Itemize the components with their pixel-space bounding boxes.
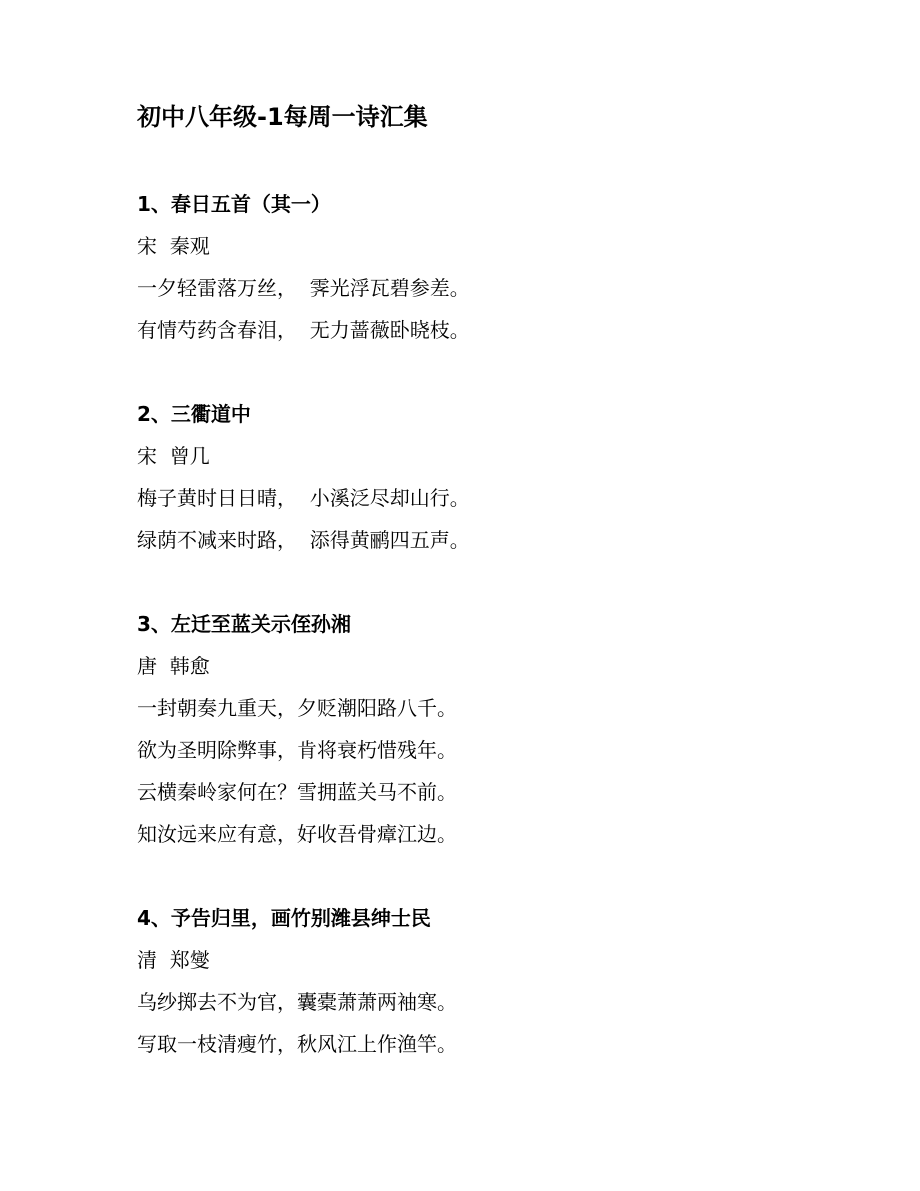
- poem-line: 有情芍药含春泪， 无力蔷薇卧晓枝。: [137, 318, 470, 342]
- poem-line: 云横秦岭家何在？雪拥蓝关马不前。: [137, 780, 457, 804]
- poem-author: 宋 秦观: [137, 234, 210, 258]
- poem-author: 清 郑燮: [137, 948, 210, 972]
- poem-line: 欲为圣明除弊事，肯将衰朽惜残年。: [137, 738, 457, 762]
- poem-body: [137, 273, 857, 345]
- poem-body: [137, 693, 857, 849]
- poem-line: 绿荫不减来时路， 添得黄鹂四五声。: [137, 528, 470, 552]
- poem-section: [137, 609, 857, 849]
- poem-title: 1、春日五首（其一）: [137, 192, 331, 216]
- poem-line: 一封朝奏九重天，夕贬潮阳路八千。: [137, 696, 457, 720]
- poem-author: 宋 曾几: [137, 444, 210, 468]
- poem-section: [137, 189, 857, 345]
- poem-line: 梅子黄时日日晴， 小溪泛尽却山行。: [137, 486, 470, 510]
- poem-line: 知汝远来应有意，好收吾骨瘴江边。: [137, 822, 457, 846]
- poem-line: 乌纱掷去不为官，囊橐萧萧两袖寒。: [137, 990, 457, 1014]
- poem-body: [137, 987, 857, 1059]
- poem-section: [137, 399, 857, 555]
- poem-author: 唐 韩愈: [137, 654, 210, 678]
- poem-title: 3、左迁至蓝关示侄孙湘: [137, 612, 351, 636]
- poem-section: [137, 903, 857, 1059]
- document-title: 初中八年级-1每周一诗汇集: [137, 103, 428, 131]
- poem-title: 2、三衢道中: [137, 402, 251, 426]
- poem-line: 一夕轻雷落万丝， 霁光浮瓦碧参差。: [137, 276, 470, 300]
- poem-line: 写取一枝清瘦竹，秋风江上作渔竿。: [137, 1032, 457, 1056]
- poem-body: [137, 483, 857, 555]
- poem-title: 4、予告归里，画竹别潍县绅士民: [137, 906, 431, 930]
